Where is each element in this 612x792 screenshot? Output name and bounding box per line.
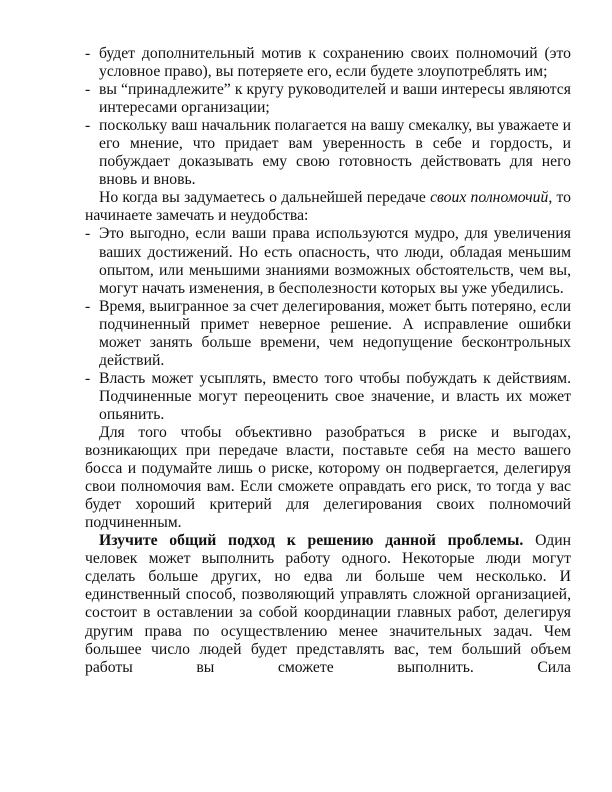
section-paragraph [85,532,571,676]
list-item-text: вы “принадлежите” к кругу руководителей и ваши интересы являются интересами организации; [99,81,571,117]
list-item-text: поскольку ваш начальник полагается на вашу смекалку, вы уважаете и его мнение, что придает вам уверенность в себе и гордость, и побуждает доказывать ему свою готовность действовать для него вновь и вновь. [99,117,571,189]
list-item [85,117,571,189]
bullet-dash: - [85,369,91,387]
bullet-dash: - [85,117,91,135]
bullet-dash: - [85,297,91,315]
intro-italic-phrase: своих полномочий [430,189,549,207]
section-body: Один человек может выполнить работу одного. Некоторые люди могут сделать больше других, но едва ли больше чем несколько. И единственный способ, позволяющий управлять сложной организацией, состоит в оставлении за собой координации главных работ, делегируя другим права по осуществлению менее значительных задач. Чем большее число людей будет представлять вас, тем больший объем работы вы сможете выполнить. Сила [85,532,571,676]
list-item-text: будет дополнительный мотив к сохранению своих полномочий (это условное право), вы потеряете его, если будете злоупотреблять им; [99,45,571,81]
intro-text: Но когда вы задумаетесь о дальнейшей передаче [99,189,431,207]
list-item [85,81,571,117]
list-item [85,298,571,370]
list-item-text: Время, выигранное за счет делегирования, может быть потеряно, если подчиненный примет неверное решение. А исправление ошибки может занять больше времени, чем недопущение бесконтрольных действий. [99,297,571,369]
intro-paragraph [85,189,571,225]
list-item-text: Власть может усыплять, вместо того чтобы побуждать к действиям. Подчиненные могут переоценить свое значение, и власть их может опьянить. [99,369,571,423]
bullet-dash: - [85,81,91,99]
list-item [85,45,571,81]
list-item-text: Это выгодно, если ваши права используются мудро, для увеличения ваших достижений. Но есть опасность, что люди, обладая меньшим опытом, или меньшими знаниями возможных обстоятельств, чем вы, могут начать изменения, в бесполезности которых вы уже убедились. [99,225,571,297]
section-heading: Изучите общий подход к решению данной проблемы. [99,532,524,550]
list-item [85,225,571,297]
intro-text-end: , то начинаете замечать и неудобства: [85,189,571,225]
bullet-dash: - [85,225,91,243]
document-page [85,45,571,677]
bullet-dash: - [85,45,91,62]
risk-paragraph: Для того чтобы объективно разобраться в риске и выгодах, возникающих при передаче власти, поставьте себя на место вашего босса и подумайте лишь о риске, которому он подвергается, делегируя свои полномочия вам. Если сможете оправдать его риск, то тогда у вас будет хороший критерий для делегирования своих полномочий подчиненным. [85,423,571,532]
list-item [85,370,571,424]
